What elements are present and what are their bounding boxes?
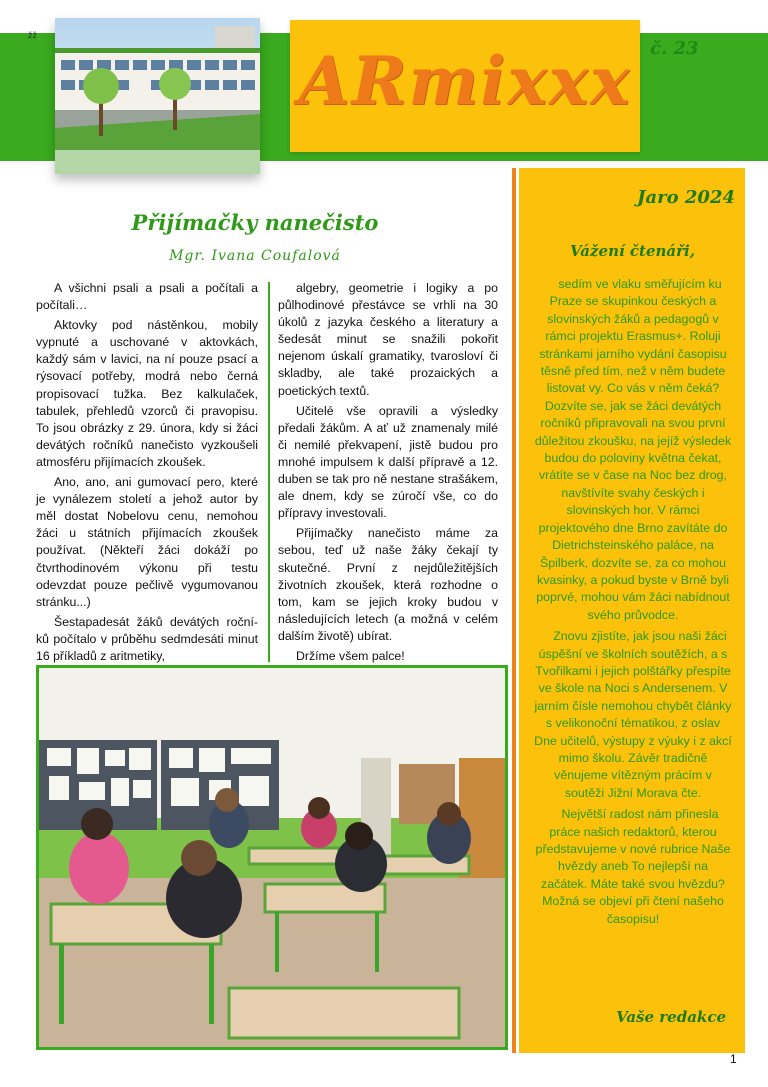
article-paragraph: Ano, ano, ani gumovací pero, které je vynálezem století a jehož autor by měl dostat Nobelovu cenu, nemohou žáci u státních přijímacích zkoušek používat. (Někteří žáci dokáží po čtvrthodinovém výkonu při testu odevzdat pouze pečlivě vygumovanou stránku...) [36,475,258,609]
article-title: Přijímačky nanečisto [131,210,379,235]
editorial-paragraph: sedím ve vlaku směřujícím ku Praze se skupinkou českých a slovinských žáků a pedagogů v rámci projektu Erasmus+. Roluji stránkami jarního vydání časopisu těsně před tím, než v něm budete listovat vy. Co vás v něm čeká? Dozvíte se, jak se žáci devátých ročníků připravovali na svou první důležitou zkoušku, na jejíž výsledek budou do poloviny května čekat, vrátíte se v čase na Noc bez drog, navštívíte svahy českých i slovinských hor. V rámci projektového dne Brno zavítáte do Dietrichsteinského paláce, na Špilberk, dozvíte se, za co mohou kvasinky, a pokud byste v Brně byli poprvé, mohou vám žáci nabídnout svého průvodce. [534,277,732,622]
column-divider [268,282,270,662]
school-building-photo [55,18,260,174]
classroom-exam-photo [36,665,508,1050]
magazine-title-box [290,20,640,152]
issue-number: č. 23 [650,38,699,59]
page-number: 1 [730,1052,737,1066]
editorial-paragraph: Největší radost nám přinesla práce našich redaktorů, kterou představujeme v nové rubrice Naše hvězdy aneb To nejlepší na začátek. Máte také svou hvězdu? Možná se objeví při čtení našeho časopisu! [535,807,731,926]
magazine-title: ARmixxx [298,42,632,120]
article-paragraph: Aktovky pod nástěnkou, mobily vypnuté a uschované v aktovkách, každý sám v lavici, na ní pouze psací a rýsovací potřeby, modrá nebo černá propisovací tužka. Bez kalkulaček, tabulek, přehledů vzorců či pravopisu. To jsou obrázky z 29. února, kdy si žáci devátých ročníků nanečisto vyzkoušeli atmosféru přijímacích zkoušek. [36,318,258,469]
article-paragraph: Učitelé vše opravili a výsledky předali žákům. A ať už znamenaly milé či nemilé překvapení, jistě budou pro mnohé impulsem k další přípravě a 12. duben se tak pro ně nestane strašákem, ale dnem, kdy se zúročí vše, co do přípravy investovali. [278,403,498,521]
editorial-text [534,276,732,932]
article-paragraph: Držíme všem palce! [296,648,405,663]
season-label: Jaro 2024 [636,187,735,208]
editorial-paragraph: Znovu zjistíte, jak jsou naši žáci úspěšní ve školních soutěžích, a s Tvořilkami i jejich polštářky přespíte ve škole na Noci s Andersenem. V jarním čísle nemohou chybět články s velikonoční tématikou, z oslav Dne učitelů, výstupy z výuky i z akcí mimo školu. Závěr tradičně věnujeme vítězným prácím v soutěži Jižní Morava čte. [534,629,732,800]
column-accent-line [512,168,516,1053]
editorial-signature: Vaše redakce [616,1008,726,1026]
article-paragraph: A všichni psali a psali a počítali a počítali… [36,281,258,313]
school-building-illustration [55,18,260,174]
article-column-right [278,280,498,668]
article-paragraph: algebry, geometrie i logiky a po půlhodinové přestávce se vrhli na 30 úkolů z jazyka českého a literatury a šedesát minut se snažili pokořit nejenom úskalí gramatiky, tvarosloví či skladby, ale také prozaických a poetických textů. [278,281,498,398]
article-author: Mgr. Ivana Coufalová [169,248,341,264]
classroom-illustration [39,668,505,1047]
corner-mark: žž [28,30,37,40]
article-column-left [36,280,258,668]
article-paragraph: Šestapadesát žáků devátých roční-ků počítalo v průběhu sedmdesáti minut 16 příkladů z aritmetiky, [36,614,258,663]
article-paragraph: Přijímačky nanečisto máme za sebou, teď už naše žáky čekají ty skutečné. První z nejdůležitějších životních zkoušek, která rozhodne o tom, kam se jejich kroky budou v následujících letech (a možná v celém dalším životě) ubírat. [278,526,498,643]
editorial-salutation: Vážení čtenáři, [570,242,695,260]
